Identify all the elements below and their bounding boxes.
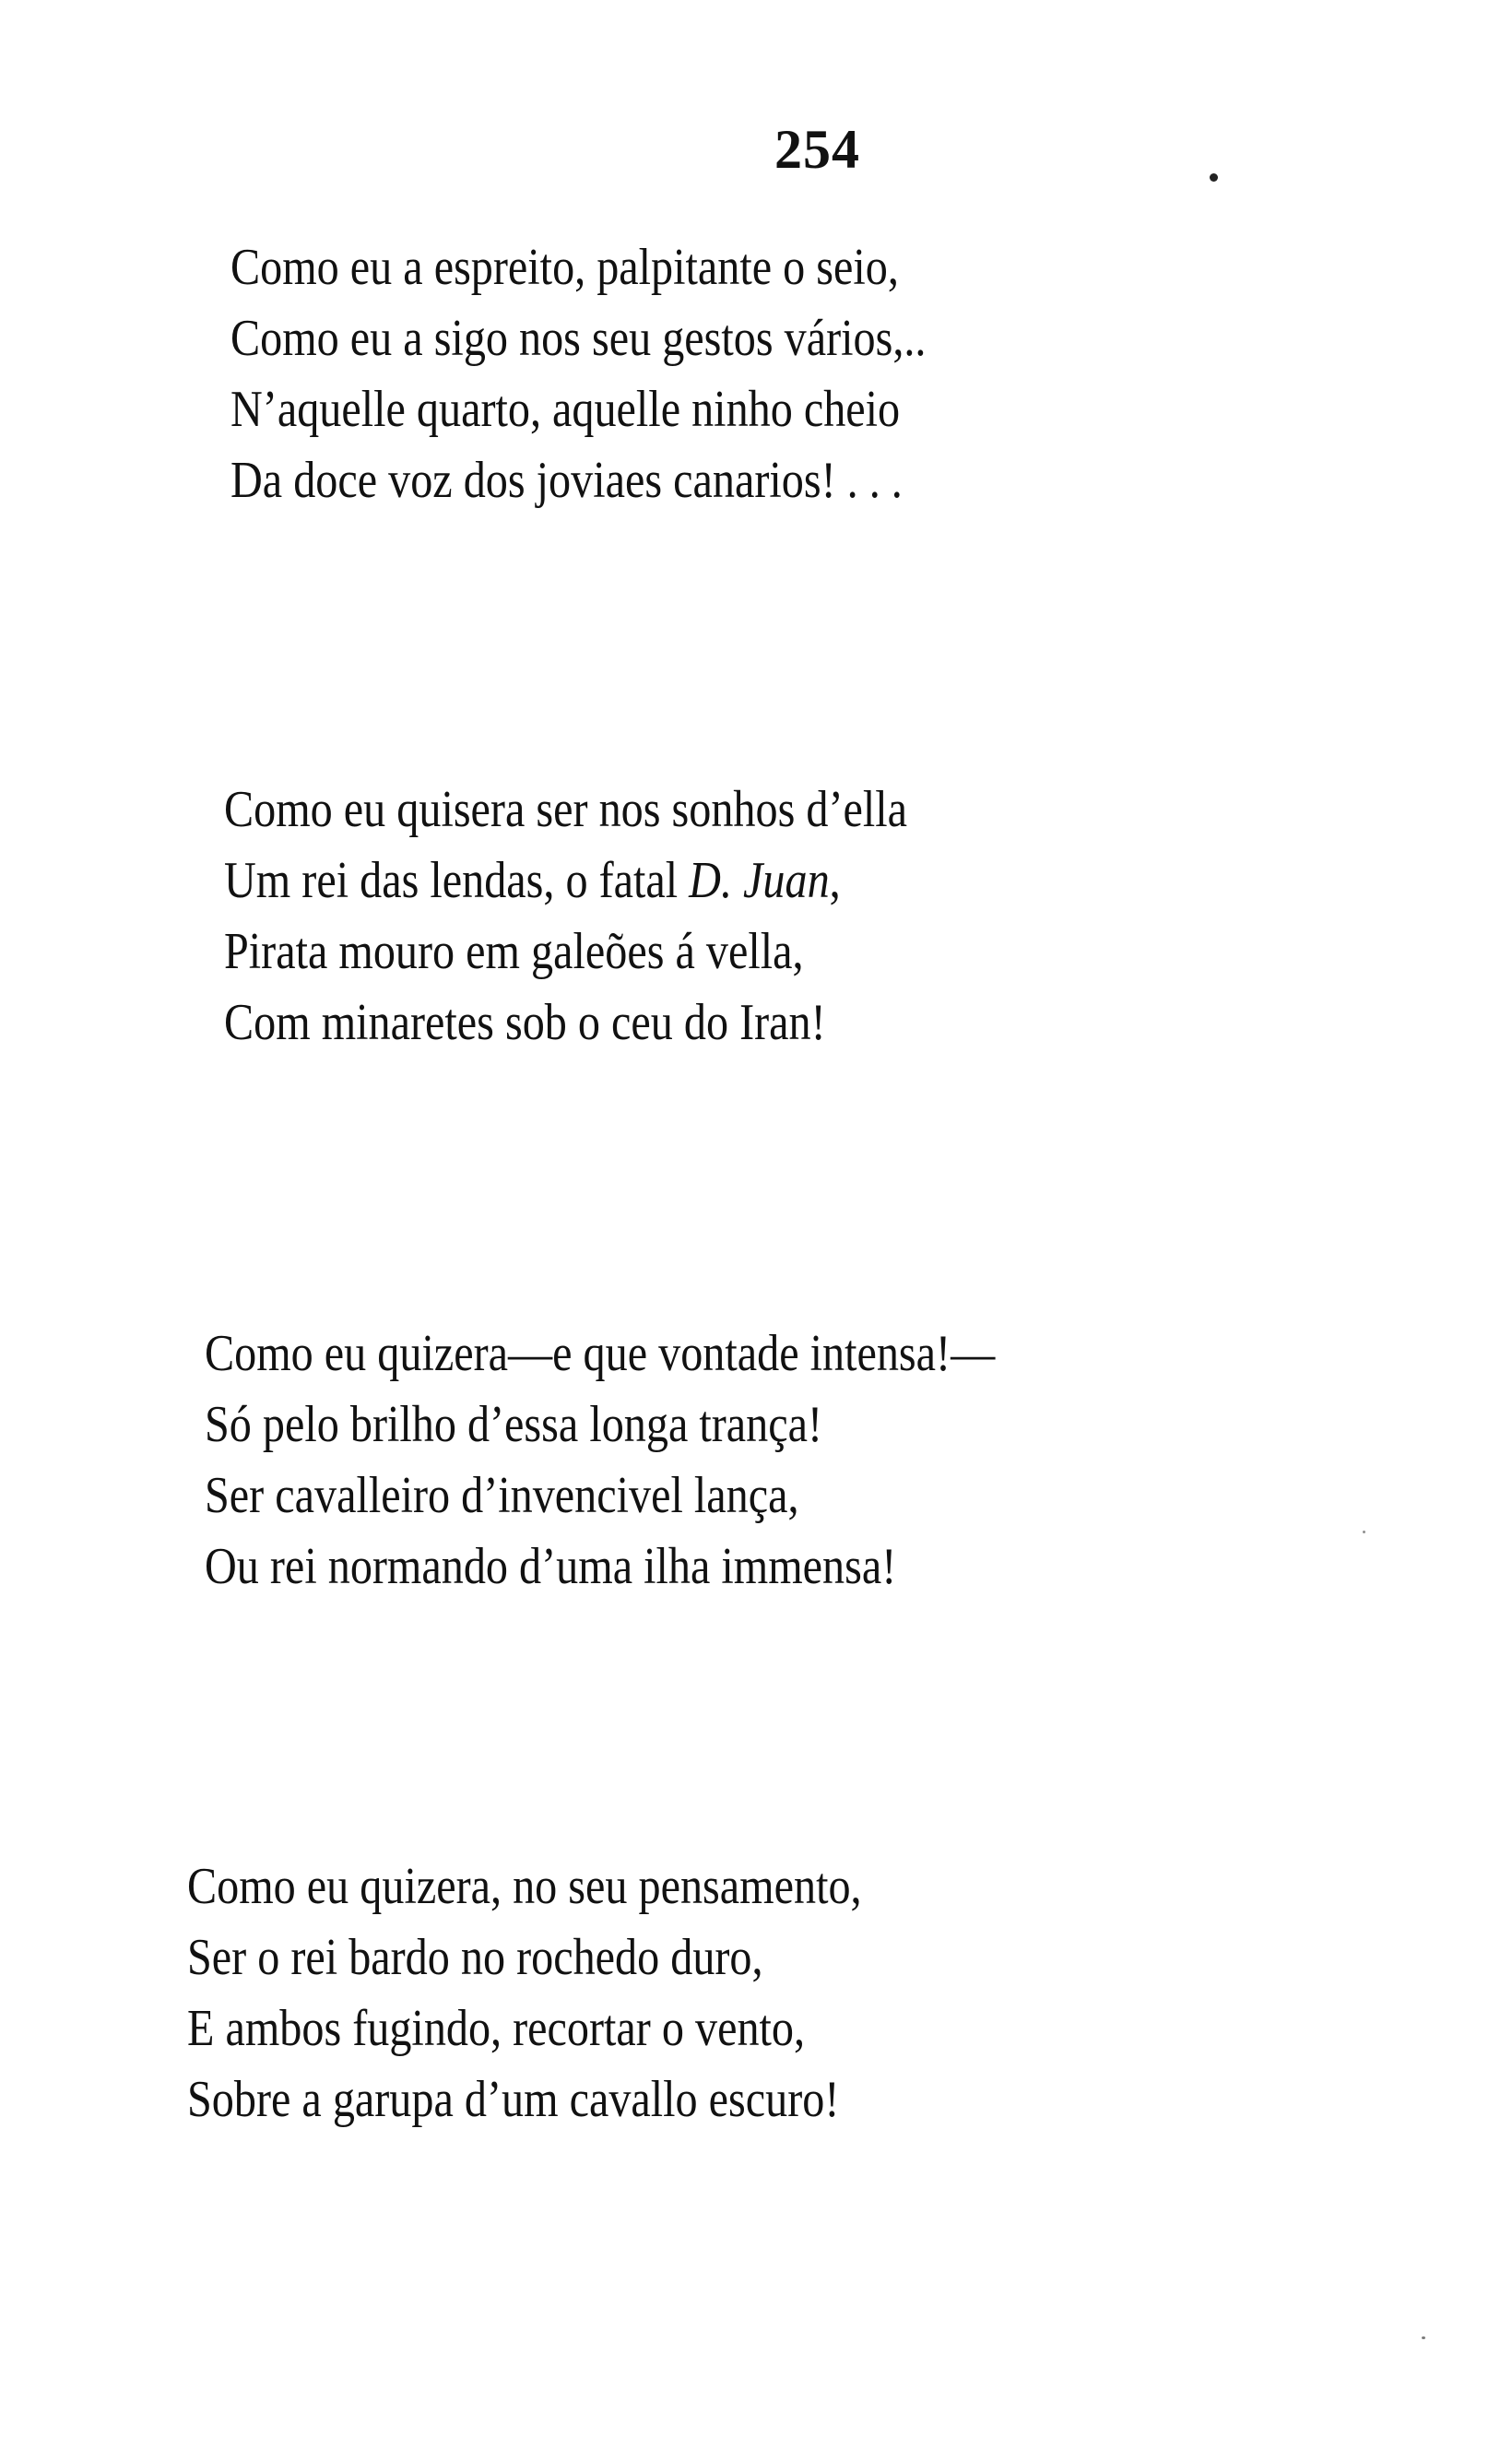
verse-line: Da doce voz dos joviaes canarios! . . . [230,452,903,509]
verse-line: Ser cavalleiro d’invencivel lança, [205,1467,799,1524]
verse-line: Como eu a sigo nos seu gestos vários,.. [230,310,927,367]
verse-line-punctuation: , [829,852,841,909]
page-number: 254 [774,119,860,180]
verse-line: Com minaretes sob o ceu do Iran! [224,994,826,1051]
verse-line [224,846,907,917]
ink-speck [1422,2336,1425,2339]
verse-line: Pirata mouro em galeões á vella, [224,923,804,980]
verse-line: Sobre a garupa d’um cavallo escuro! [187,2071,840,2128]
stanza-4 [187,1851,862,2135]
verse-line: Só pelo brilho d’essa longa trança! [205,1396,823,1453]
verse-line: Como eu a espreito, palpitante o seio, [230,239,899,296]
stanza-3 [205,1319,995,1603]
verse-line: E ambos fugindo, recortar o vento, [187,2000,806,2057]
verse-line: Ser o rei bardo no rochedo duro, [187,1929,763,1986]
verse-line: Como eu quizera, no seu pensamento, [187,1858,862,1915]
ink-speck [1210,173,1218,182]
italic-name: D. Juan [689,852,830,909]
verse-line: Como eu quizera—e que vontade intensa!— [205,1325,996,1382]
verse-line: N’aquelle quarto, aquelle ninho cheio [230,381,901,438]
verse-line: Ou rei normando d’uma ilha immensa! [205,1538,897,1595]
stanza-1 [230,232,926,516]
stanza-2 [224,775,907,1059]
ink-speck [1363,1531,1365,1533]
verse-line-text: Um rei das lendas, o fatal [224,852,690,909]
verse-line: Como eu quisera ser nos sonhos d’ella [224,781,908,838]
